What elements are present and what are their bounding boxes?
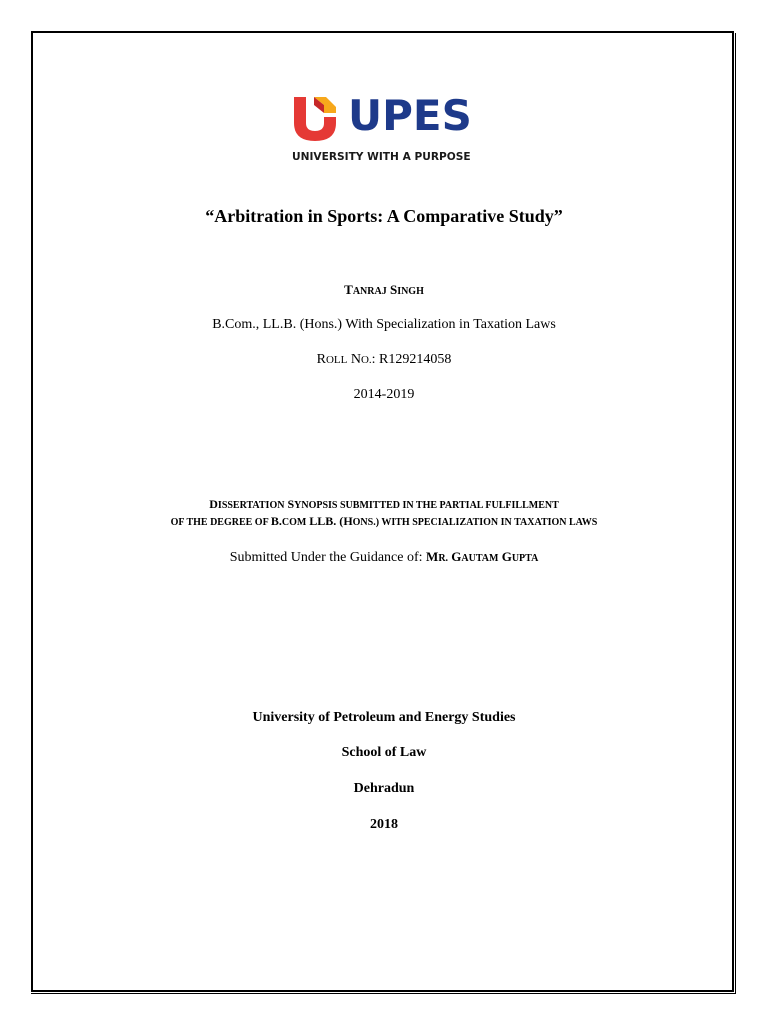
syn2-com: COM bbox=[281, 517, 307, 528]
degree-line: B.Com., LL.B. (Hons.) With Specialization in Taxation Laws bbox=[212, 317, 556, 332]
roll-label-o: O. bbox=[360, 354, 372, 366]
author-first-rest: ANRAJ bbox=[352, 286, 387, 297]
author-last-initial: S bbox=[389, 282, 398, 297]
guidance-label: Submitted Under the Guidance of: bbox=[229, 550, 427, 565]
author-first-initial: T bbox=[344, 282, 353, 297]
syn2-llb: LLB. ( bbox=[306, 514, 344, 528]
synopsis-line-1 bbox=[0, 497, 768, 512]
guide-g2: G bbox=[498, 549, 512, 564]
roll-label-r: R bbox=[316, 352, 326, 367]
synopsis-line-2 bbox=[0, 514, 768, 529]
syn2-b: B. bbox=[270, 514, 282, 528]
upes-wordmark: UPES bbox=[348, 91, 472, 140]
guide-m: M bbox=[426, 549, 439, 564]
city-name: Dehradun bbox=[353, 781, 415, 796]
guide-g: G bbox=[448, 549, 462, 564]
guide-autam: AUTAM bbox=[461, 553, 499, 564]
roll-label-oll: OLL bbox=[325, 354, 348, 366]
roll-number bbox=[0, 352, 768, 368]
syn2-h: H bbox=[343, 514, 353, 528]
document-title: “Arbitration in Sports: A Comparative Study” bbox=[205, 206, 563, 226]
upes-logo-mark-icon bbox=[292, 95, 338, 141]
syn1-issertation: ISSERTATION bbox=[217, 500, 285, 511]
author-last-rest: INGH bbox=[397, 286, 424, 297]
program-years: 2014-2019 bbox=[353, 387, 415, 402]
submission-year: 2018 bbox=[370, 817, 398, 832]
upes-logo bbox=[292, 93, 478, 169]
page-border-shadow-bottom bbox=[31, 993, 736, 994]
syn1-d: D bbox=[209, 497, 218, 511]
syn2-a: OF THE DEGREE OF bbox=[170, 517, 271, 528]
syn2-rest: ) WITH SPECIALIZATION IN TAXATION LAWS bbox=[375, 517, 598, 528]
syn2-ons: ONS. bbox=[352, 517, 376, 528]
logo-row bbox=[292, 93, 478, 143]
guide-r: R. bbox=[438, 553, 449, 564]
logo-tagline: UNIVERSITY WITH A PURPOSE bbox=[292, 151, 471, 163]
roll-value: R129214058 bbox=[375, 352, 452, 367]
syn1-s: S bbox=[287, 497, 295, 511]
roll-label-n: N bbox=[350, 352, 361, 367]
university-name: University of Petroleum and Energy Studies bbox=[252, 710, 516, 725]
syn1-rest: YNOPSIS SUBMITTED IN THE PARTIAL FULFILLMENT bbox=[294, 500, 559, 511]
guide-upta: UPTA bbox=[511, 553, 539, 564]
guide-name bbox=[426, 550, 538, 565]
guidance-line bbox=[0, 549, 768, 566]
author-name bbox=[0, 282, 768, 298]
roll-colon: : bbox=[371, 352, 376, 367]
school-name: School of Law bbox=[341, 745, 427, 760]
